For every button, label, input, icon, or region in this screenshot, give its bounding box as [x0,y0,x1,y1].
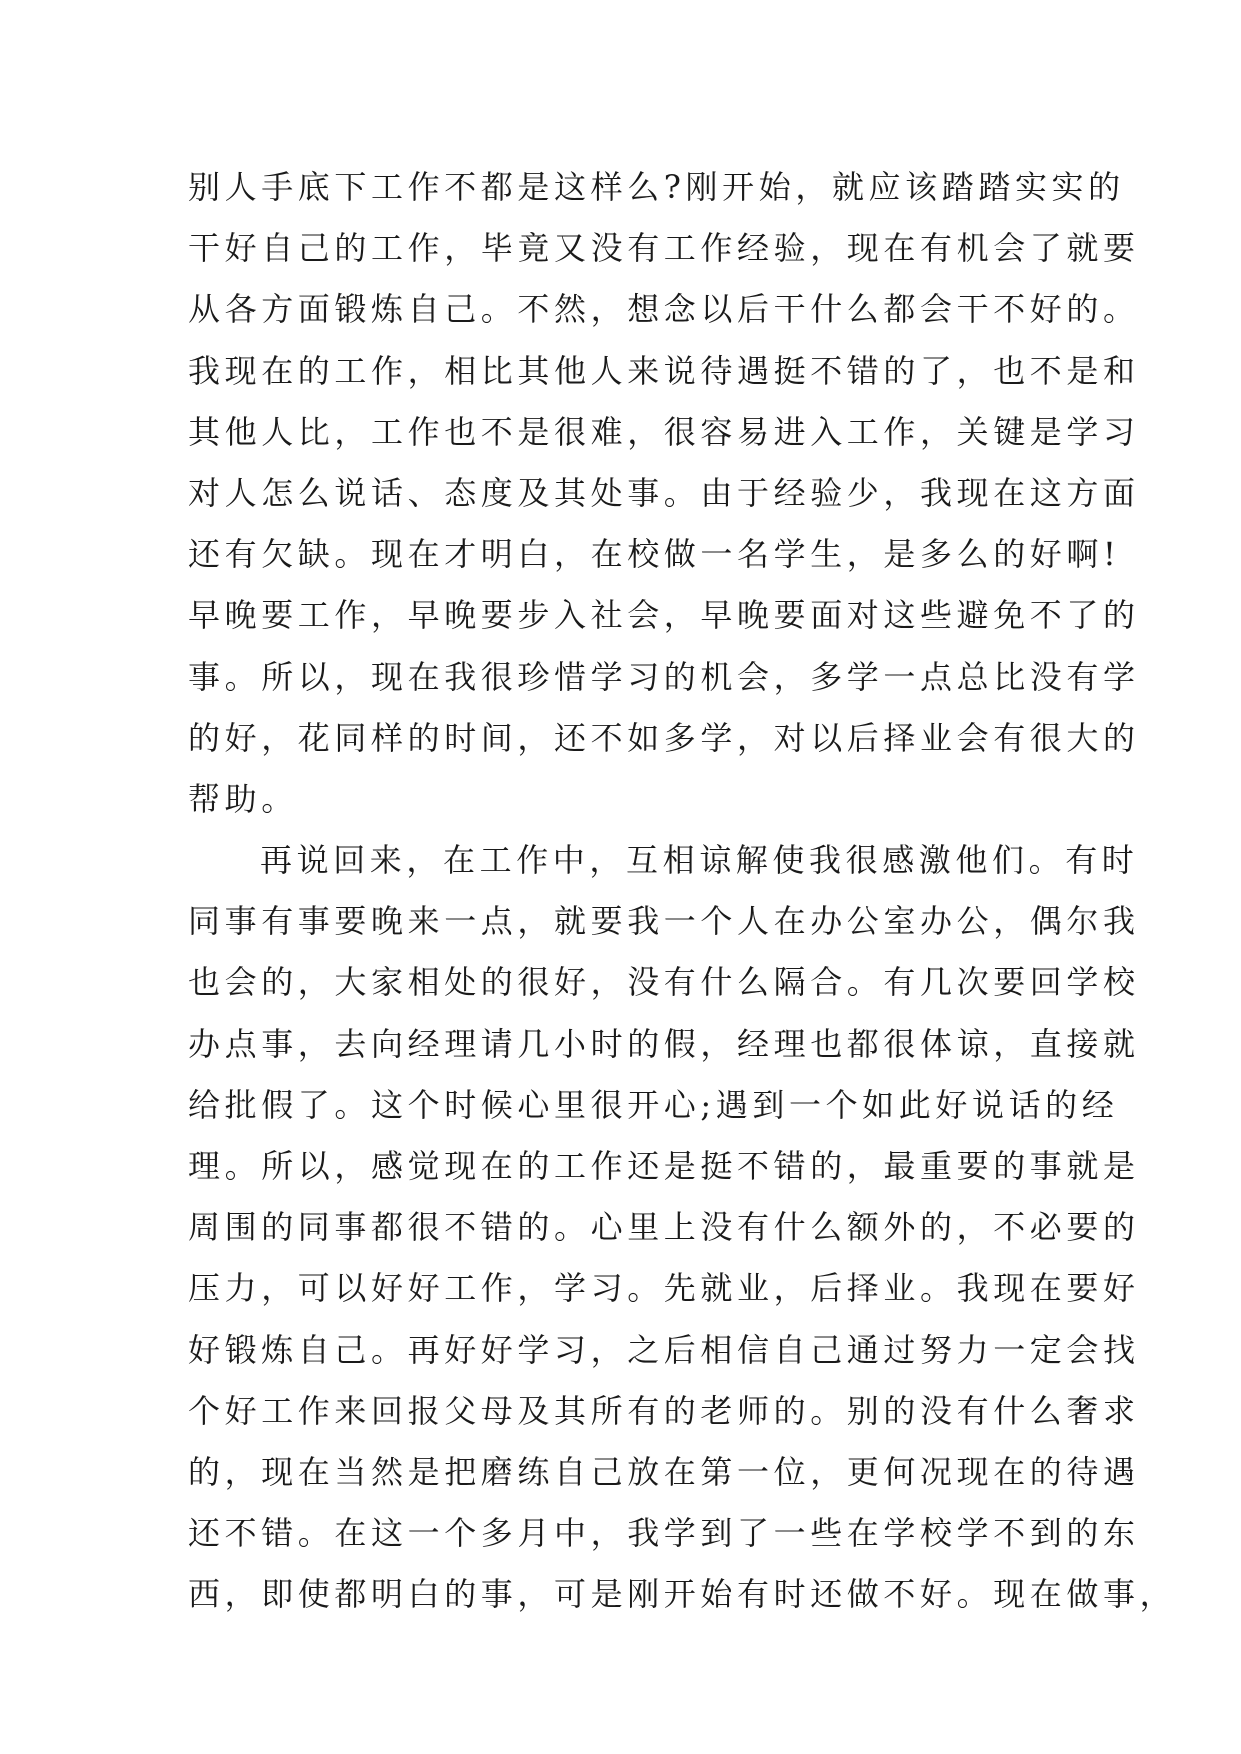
text-line: 别人手底下工作不都是这样么?刚开始，就应该踏踏实实的 [188,168,1125,206]
text-line: 从各方面锻炼自己。不然，想念以后干什么都会干不好的。 [188,290,1140,329]
text-line: 办点事，去向经理请几小时的假，经理也都很体谅，直接就 [188,1024,1140,1063]
text-line: 个好工作来回报父母及其所有的老师的。别的没有什么奢求 [188,1391,1140,1430]
text-line: 其他人比，工作也不是很难，很容易进入工作，关键是学习 [188,412,1140,451]
text-line: 对人怎么说话、态度及其处事。由于经验少，我现在这方面 [188,473,1140,512]
text-line: 我现在的工作，相比其他人来说待遇挺不错的了，也不是和 [188,351,1140,390]
text-line: 同事有事要晚来一点，就要我一个人在办公室办公，偶尔我 [188,902,1140,941]
text-line: 干好自己的工作，毕竟又没有工作经验，现在有机会了就要 [188,229,1140,268]
text-line: 再说回来，在工作中，互相谅解使我很感激他们。有时 [260,841,1139,880]
text-line: 也会的，大家相处的很好，没有什么隔合。有几次要回学校 [188,963,1140,1002]
text-line: 早晚要工作，早晚要步入社会，早晚要面对这些避免不了的 [188,596,1140,635]
text-line: 好锻炼自己。再好好学习，之后相信自己通过努力一定会找 [188,1330,1140,1369]
text-line: 给批假了。这个时候心里很开心;遇到一个如此好说话的经 [188,1085,1119,1124]
text-line: 的好，花同样的时间，还不如多学，对以后择业会有很大的 [188,718,1140,757]
text-line: 帮助。 [188,779,298,818]
text-line: 理。所以，感觉现在的工作还是挺不错的，最重要的事就是 [188,1147,1140,1185]
text-line: 事。所以，现在我很珍惜学习的机会，多学一点总比没有学 [188,657,1140,696]
text-line: 还不错。在这一个多月中，我学到了一些在学校学不到的东 [188,1514,1140,1553]
text-line: 压力，可以好好工作，学习。先就业，后择业。我现在要好 [188,1269,1140,1308]
paragraph-1 [188,157,1140,830]
text-line: 的，现在当然是把磨练自己放在第一位，更何况现在的待遇 [188,1452,1140,1491]
text-line: 周围的同事都很不错的。心里上没有什么额外的，不必要的 [188,1208,1140,1247]
text-line: 西，即使都明白的事，可是刚开始有时还做不好。现在做事， [188,1575,1177,1614]
text-line: 还有欠缺。现在才明白，在校做一名学生，是多么的好啊! [188,535,1121,574]
body-text [188,157,1177,1626]
paragraph-2 [188,830,1177,1625]
